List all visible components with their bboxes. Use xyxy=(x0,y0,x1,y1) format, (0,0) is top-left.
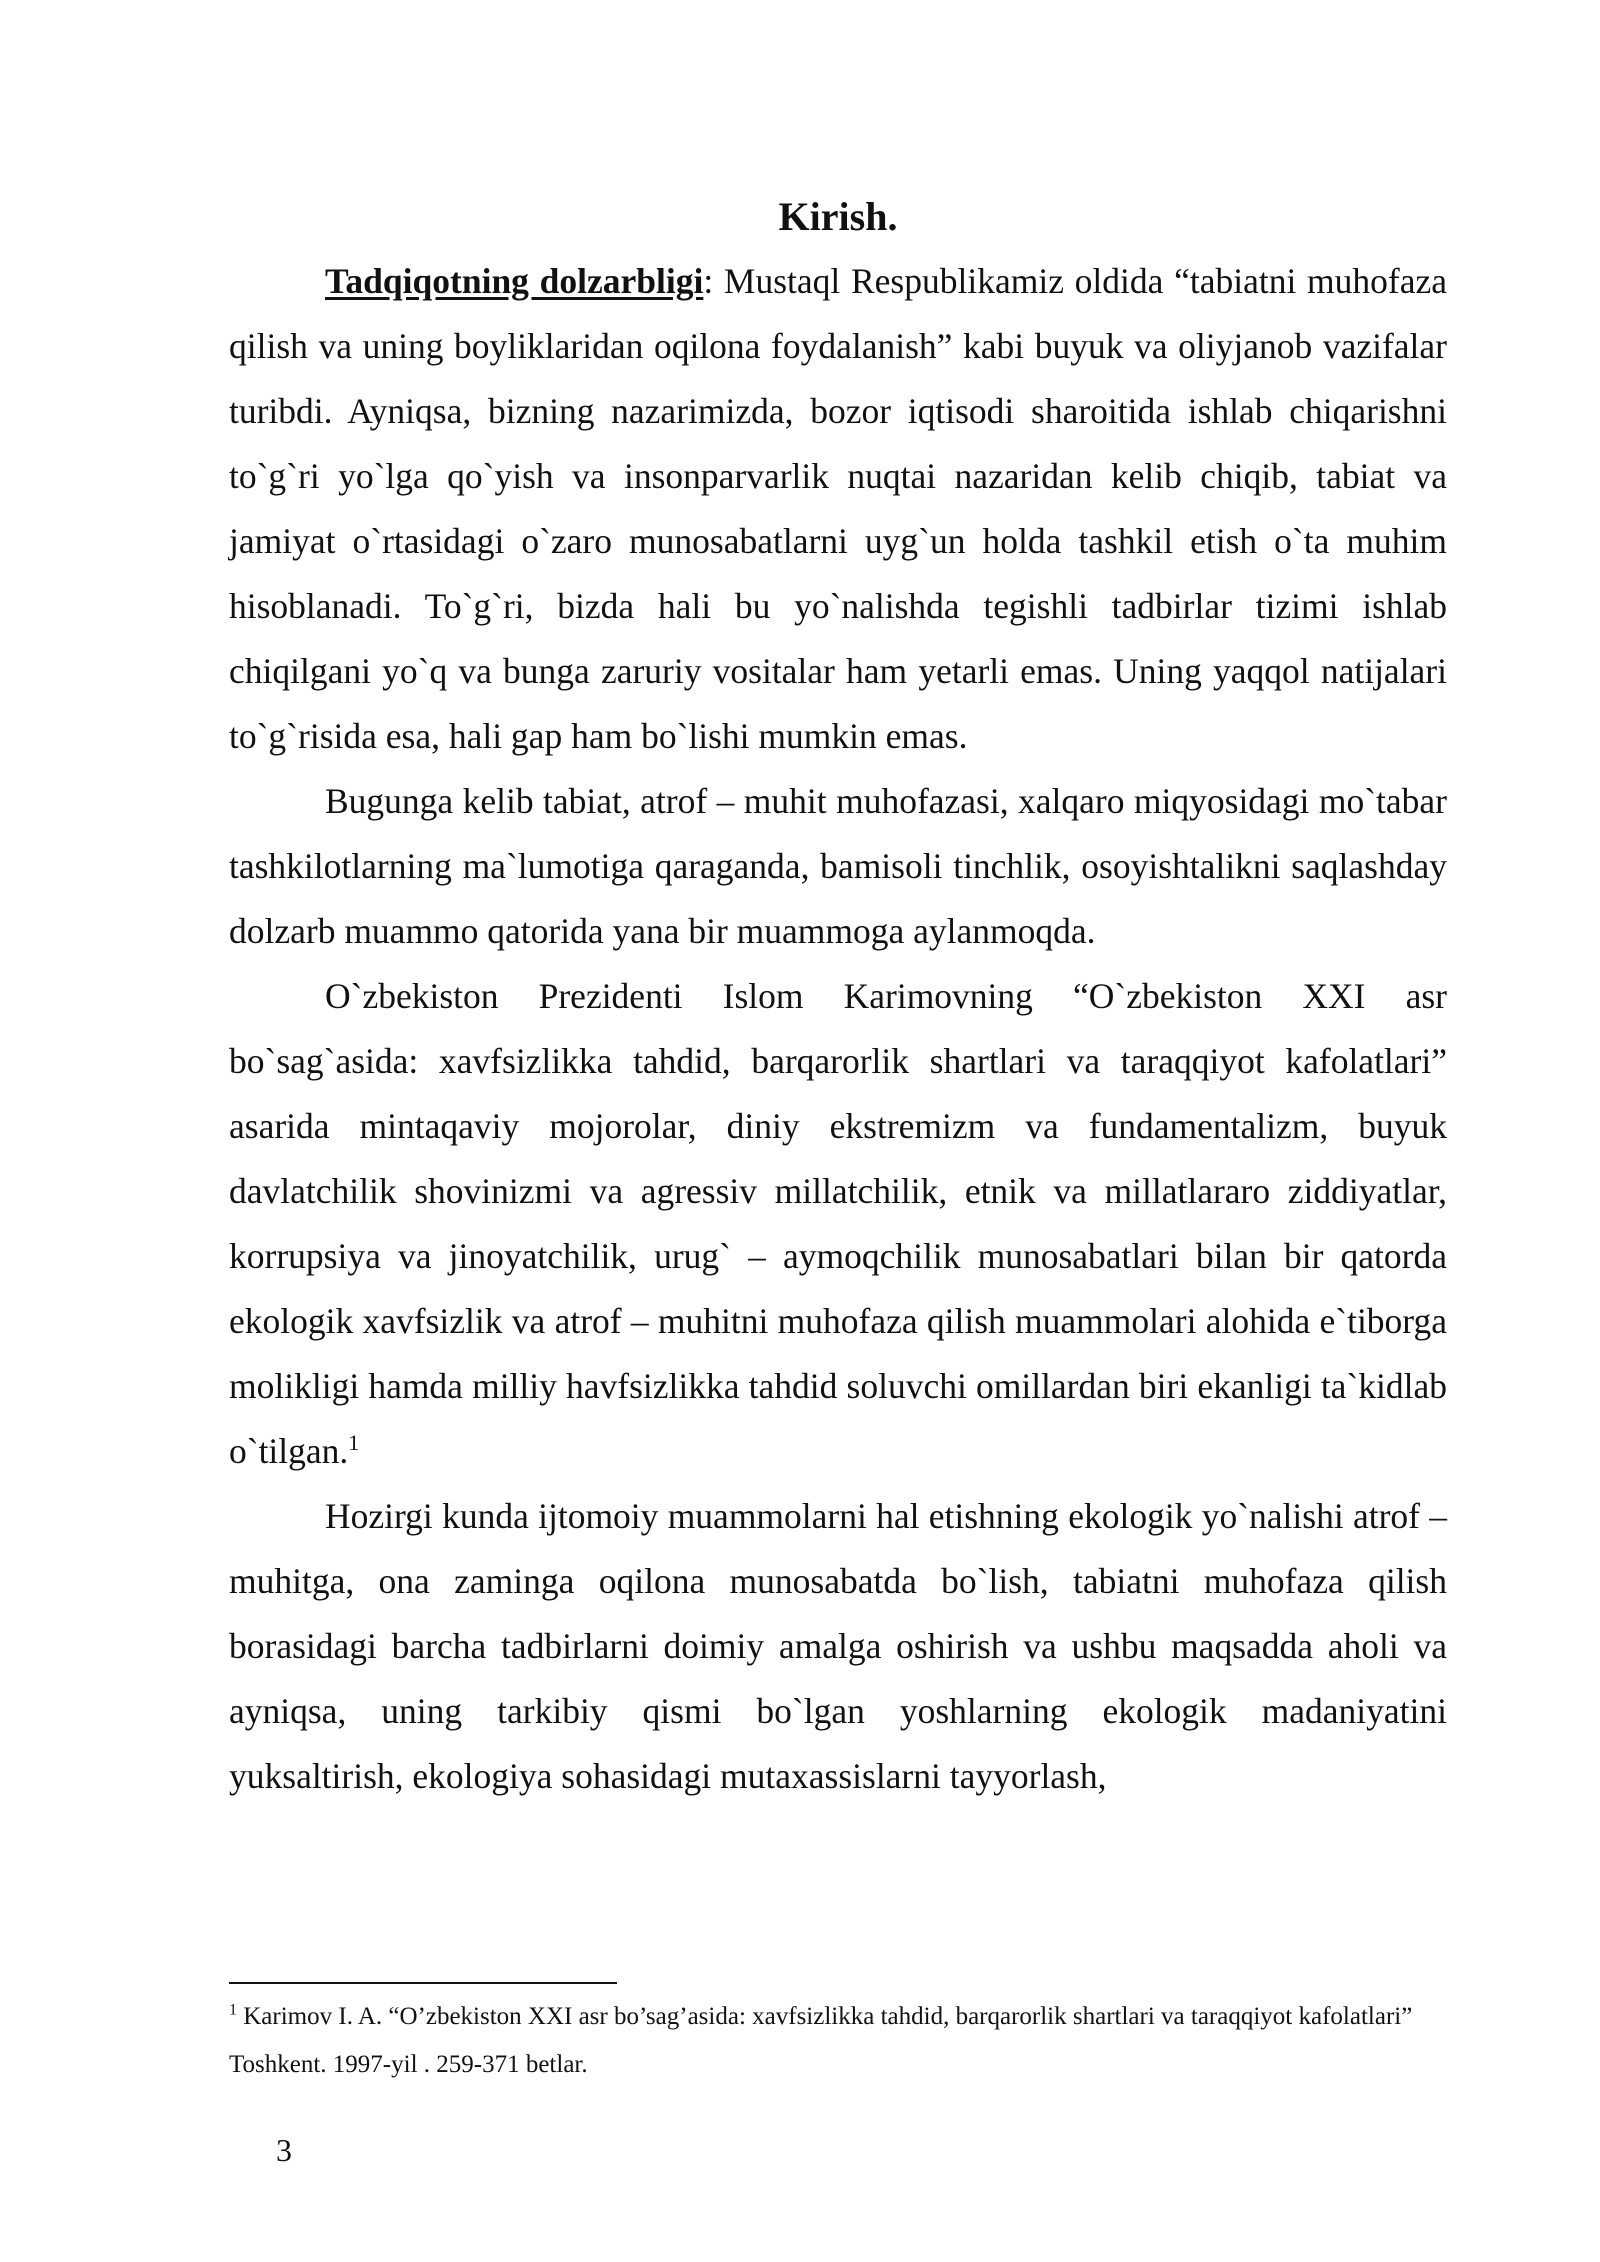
page-body xyxy=(229,188,1447,1809)
footnote-divider xyxy=(229,1982,617,1984)
paragraph-text: O`zbekiston Prezidenti Islom Karimovning “O`zbekiston XXI asr bo`sag`asida: xavfsizlikka tahdid, barqarorlik shartlari va taraqqiyot kafolatlari” asarida mintaqaviy mojorolar, diniy ekstremizm va fundamentalizm, buyuk davlatchilik shovinizmi va agressiv millatchilik, etnik va millatlararo ziddiyatlar, korrupsiya va jinoyatchilik, urug` – aymoqchilik munosabatlari bilan bir qatorda ekologik xavfsizlik va atrof – muhitni muhofaza qilish muammolari alohida e`tiborga molikligi hamda milliy havfsizlikka tahdid soluvchi omillardan biri ekanligi ta`kidlab o`tilgan. xyxy=(229,976,1447,1471)
footnote-mark: 1 xyxy=(229,2001,237,2019)
paragraph-text: Bugunga kelib tabiat, atrof – muhit muhofazasi, xalqaro miqyosidagi mo`tabar tashkilotlarning ma`lumotiga qaraganda, bamisoli tinchlik, osoyishtalikni saqlashday dolzarb muammo qatorida yana bir muammoga aylanmoqda. xyxy=(229,781,1447,951)
paragraph-relevance xyxy=(229,249,1447,769)
paragraph-text: : Mustaql Respublikamiz oldida “tabiatni muhofaza qilish va uning boyliklaridan oqilona foydalanish” kabi buyuk va oliyjanob vazifalar turibdi. Ayniqsa, bizning nazarimizda, bozor iqtisodi sharoitida ishlab chiqarishni to`g`ri yo`lga qo`yish va insonparvarlik nuqtai nazaridan kelib chiqib, tabiat va jamiyat o`rtasidagi o`zaro munosabatlarni uyg`un holda tashkil etish o`ta muhim hisoblanadi. To`g`ri, bizda hali bu yo`nalishda tegishli tadbirlar tizimi ishlab chiqilgani yo`q va bunga zaruriy vositalar ham yetarli emas. Uning yaqqol natijalari to`g`risida esa, hali gap ham bo`lishi mumkin emas. xyxy=(229,261,1448,756)
footnote-reference[interactable]: 1 xyxy=(348,1430,360,1456)
paragraph-president xyxy=(229,964,1447,1484)
paragraph-environment xyxy=(229,769,1447,964)
paragraph-text: Hozirgi kunda ijtomoiy muammolarni hal etishning ekologik yo`nalishi atrof – muhitga, ona zaminga oqilona munosabatda bo`lish, tabiatni muhofaza qilish borasidagi barcha tadbirlarni doimiy amalga oshirish va ushbu maqsadda aholi va ayniqsa, uning tarkibiy qismi bo`lgan yoshlarning ekologik madaniyatini yuksaltirish, ekologiya sohasidagi mutaxassislarni tayyorlash, xyxy=(229,1496,1447,1796)
paragraph-ecology xyxy=(229,1484,1447,1809)
lead-term: Tadqiqotning dolzarbligi xyxy=(325,261,704,301)
footnote-text: Karimov I. A. “O’zbekiston XXI asr bo’sag’asida: xavfsizlikka tahdid, barqarorlik shartlari va taraqqiyot kafolatlari” Toshkent. 1997-yil . 259-371 betlar. xyxy=(229,2003,1413,2078)
section-title: Kirish. xyxy=(778,194,898,239)
footnote xyxy=(229,1993,1447,2089)
page-number: 3 xyxy=(276,2132,292,2168)
